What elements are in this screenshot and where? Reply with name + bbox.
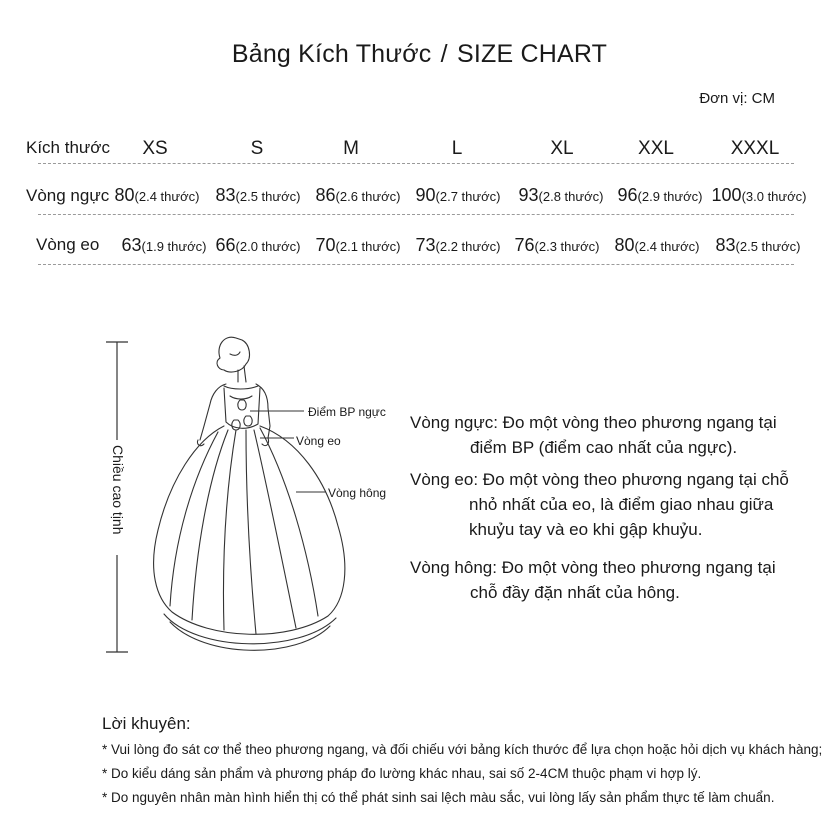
waist-row-label: Vòng eo (36, 235, 100, 254)
hip-desc-key: Vòng hông: (410, 558, 497, 577)
advice-title: Lời khuyên: (102, 714, 191, 733)
waist-thuoc: (2.3 thước) (534, 239, 600, 254)
bust-desc-line1: Đo một vòng theo phương ngang tại (497, 413, 777, 432)
waist-thuoc: (2.2 thước) (435, 239, 501, 254)
waist-value: 76 (514, 235, 535, 255)
hip-desc-line1: Đo một vòng theo phương ngang tại (496, 558, 776, 577)
bust-value: 100 (711, 185, 742, 205)
waist-cell-xxl (605, 235, 709, 256)
size-header-xl: XL (550, 138, 574, 159)
bust-desc-line2: điểm BP (điểm cao nhất của ngực). (470, 438, 738, 457)
advice-section (102, 714, 822, 810)
size-header-xxxl: XXXL (730, 138, 780, 159)
bust-thuoc: (2.5 thước) (235, 189, 301, 204)
size-header-s: S (250, 138, 264, 159)
bust-value: 80 (114, 185, 135, 205)
dress-figure-illustration (100, 330, 400, 670)
size-row-label: Kích thước (26, 138, 110, 157)
bust-cell-xs (105, 185, 209, 206)
waist-desc-key: Vòng eo: (410, 470, 479, 489)
waist-cell-xs (112, 235, 216, 256)
waist-value: 70 (315, 235, 336, 255)
waist-thuoc: (2.4 thước) (634, 239, 700, 254)
bust-thuoc: (2.6 thước) (335, 189, 401, 204)
bust-value: 86 (315, 185, 336, 205)
table-divider (38, 163, 794, 164)
bust-thuoc: (2.9 thước) (637, 189, 703, 204)
waist-cell-s (206, 235, 310, 256)
waist-description (410, 467, 789, 542)
advice-item: * Do nguyên nhân màn hình hiển thị có thể phát sinh sai lệch màu sắc, vui lòng lấy sản phẩm thực tế làm chuẩn. (102, 790, 775, 805)
bust-cell-xxl (608, 185, 712, 206)
hip-callout: Vòng hông (328, 486, 387, 500)
bust-value: 96 (617, 185, 638, 205)
size-header-xs: XS (142, 138, 168, 159)
waist-callout: Vòng eo (296, 434, 341, 448)
bust-cell-xl (509, 185, 613, 206)
bust-value: 83 (215, 185, 236, 205)
advice-item: * Vui lòng đo sát cơ thể theo phương ngang, và đối chiếu với bảng kích thước để lựa chọn hoặc hỏi dịch vụ khách hàng; (102, 742, 823, 757)
table-divider (38, 264, 794, 265)
size-header-l: L (451, 138, 463, 159)
bust-thuoc: (3.0 thước) (741, 189, 807, 204)
size-header-xxl: XXL (638, 138, 674, 159)
title-vi: Bảng Kích Thước (231, 40, 432, 68)
waist-thuoc: (2.1 thước) (335, 239, 401, 254)
waist-thuoc: (2.5 thước) (735, 239, 801, 254)
bust-cell-m (306, 185, 410, 206)
bust-cell-s (206, 185, 310, 206)
waist-desc-line3: khuỷu tay và eo khi gập khuỷu. (469, 520, 703, 539)
unit-label: Đơn vị: CM (699, 90, 775, 107)
bust-description (410, 410, 777, 460)
advice-item: * Do kiểu dáng sản phẩm và phương pháp đo lường khác nhau, sai số 2-4CM thuộc phạm vi hợp lý. (102, 766, 702, 781)
title-en: SIZE CHART (456, 40, 608, 68)
table-divider (38, 214, 794, 215)
bust-cell-xxxl (707, 185, 811, 206)
waist-value: 66 (215, 235, 236, 255)
title-separator: / (440, 40, 448, 68)
bust-thuoc: (2.4 thước) (134, 189, 200, 204)
waist-thuoc: (2.0 thước) (235, 239, 301, 254)
hip-desc-line2: chỗ đầy đặn nhất của hông. (470, 583, 680, 602)
size-header-m: M (343, 138, 359, 159)
waist-value: 73 (415, 235, 436, 255)
waist-value: 80 (614, 235, 635, 255)
waist-desc-line2: nhỏ nhất của eo, là điểm giao nhau giữa (469, 495, 774, 514)
waist-value: 63 (121, 235, 142, 255)
waist-cell-l (406, 235, 510, 256)
waist-cell-xxxl (706, 235, 810, 256)
bust-value: 90 (415, 185, 436, 205)
bust-row-label: Vòng ngực (26, 186, 110, 205)
bust-thuoc: (2.7 thước) (435, 189, 501, 204)
height-label: Chiều cao tịnh (110, 445, 126, 535)
bust-desc-key: Vòng ngực: (410, 413, 498, 432)
page-title (0, 40, 839, 69)
waist-cell-m (306, 235, 410, 256)
bust-value: 93 (518, 185, 539, 205)
waist-desc-line1: Đo một vòng theo phương ngang tại chỗ (478, 470, 789, 489)
bust-point-callout: Điểm BP ngực (308, 405, 386, 419)
waist-value: 83 (715, 235, 736, 255)
waist-cell-xl (505, 235, 609, 256)
bust-thuoc: (2.8 thước) (538, 189, 604, 204)
hip-description (410, 555, 776, 605)
bust-cell-l (406, 185, 510, 206)
waist-thuoc: (1.9 thước) (141, 239, 207, 254)
